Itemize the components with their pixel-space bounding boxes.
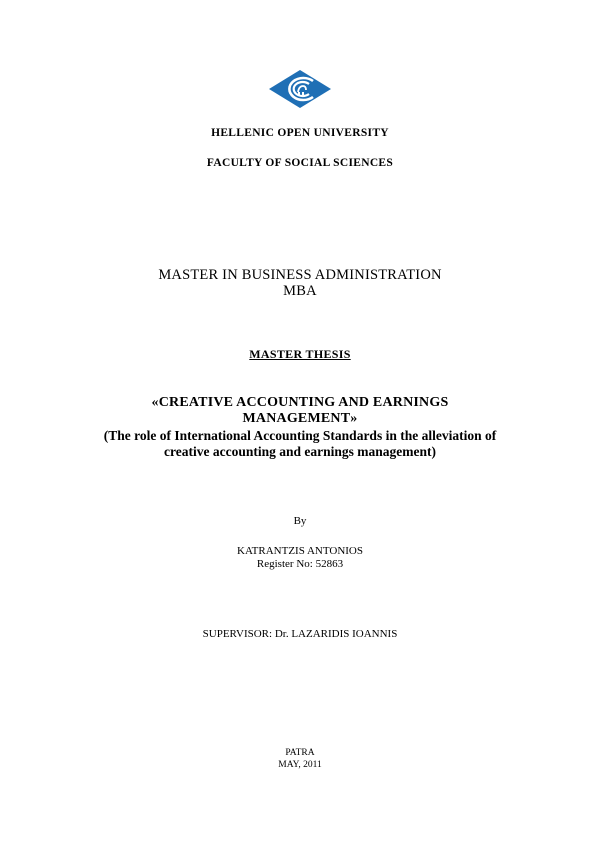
university-name: HELLENIC OPEN UNIVERSITY bbox=[211, 127, 389, 139]
by-label: By bbox=[293, 515, 307, 527]
thesis-subtitle-line-2: creative accounting and earnings management) bbox=[164, 444, 436, 459]
register-number: Register No: 52863 bbox=[256, 558, 344, 570]
thesis-title-line-2: MANAGEMENT» bbox=[242, 411, 358, 426]
program-abbreviation: MBA bbox=[283, 283, 317, 299]
city: PATRA bbox=[285, 748, 315, 758]
program-title: MASTER IN BUSINESS ADMINISTRATION bbox=[158, 267, 442, 283]
supervisor: SUPERVISOR: Dr. LAZARIDIS IOANNIS bbox=[202, 628, 398, 640]
thesis-title-line-1: «CREATIVE ACCOUNTING AND EARNINGS bbox=[151, 395, 449, 410]
author-name: KATRANTZIS ANTONIOS bbox=[237, 545, 363, 557]
university-logo-icon bbox=[269, 70, 331, 108]
date: MAY, 2011 bbox=[278, 760, 322, 770]
faculty-name: FACULTY OF SOCIAL SCIENCES bbox=[206, 157, 394, 169]
thesis-subtitle-line-1: (The role of International Accounting Standards in the alleviation of bbox=[103, 428, 497, 443]
thesis-label: MASTER THESIS bbox=[249, 347, 351, 361]
